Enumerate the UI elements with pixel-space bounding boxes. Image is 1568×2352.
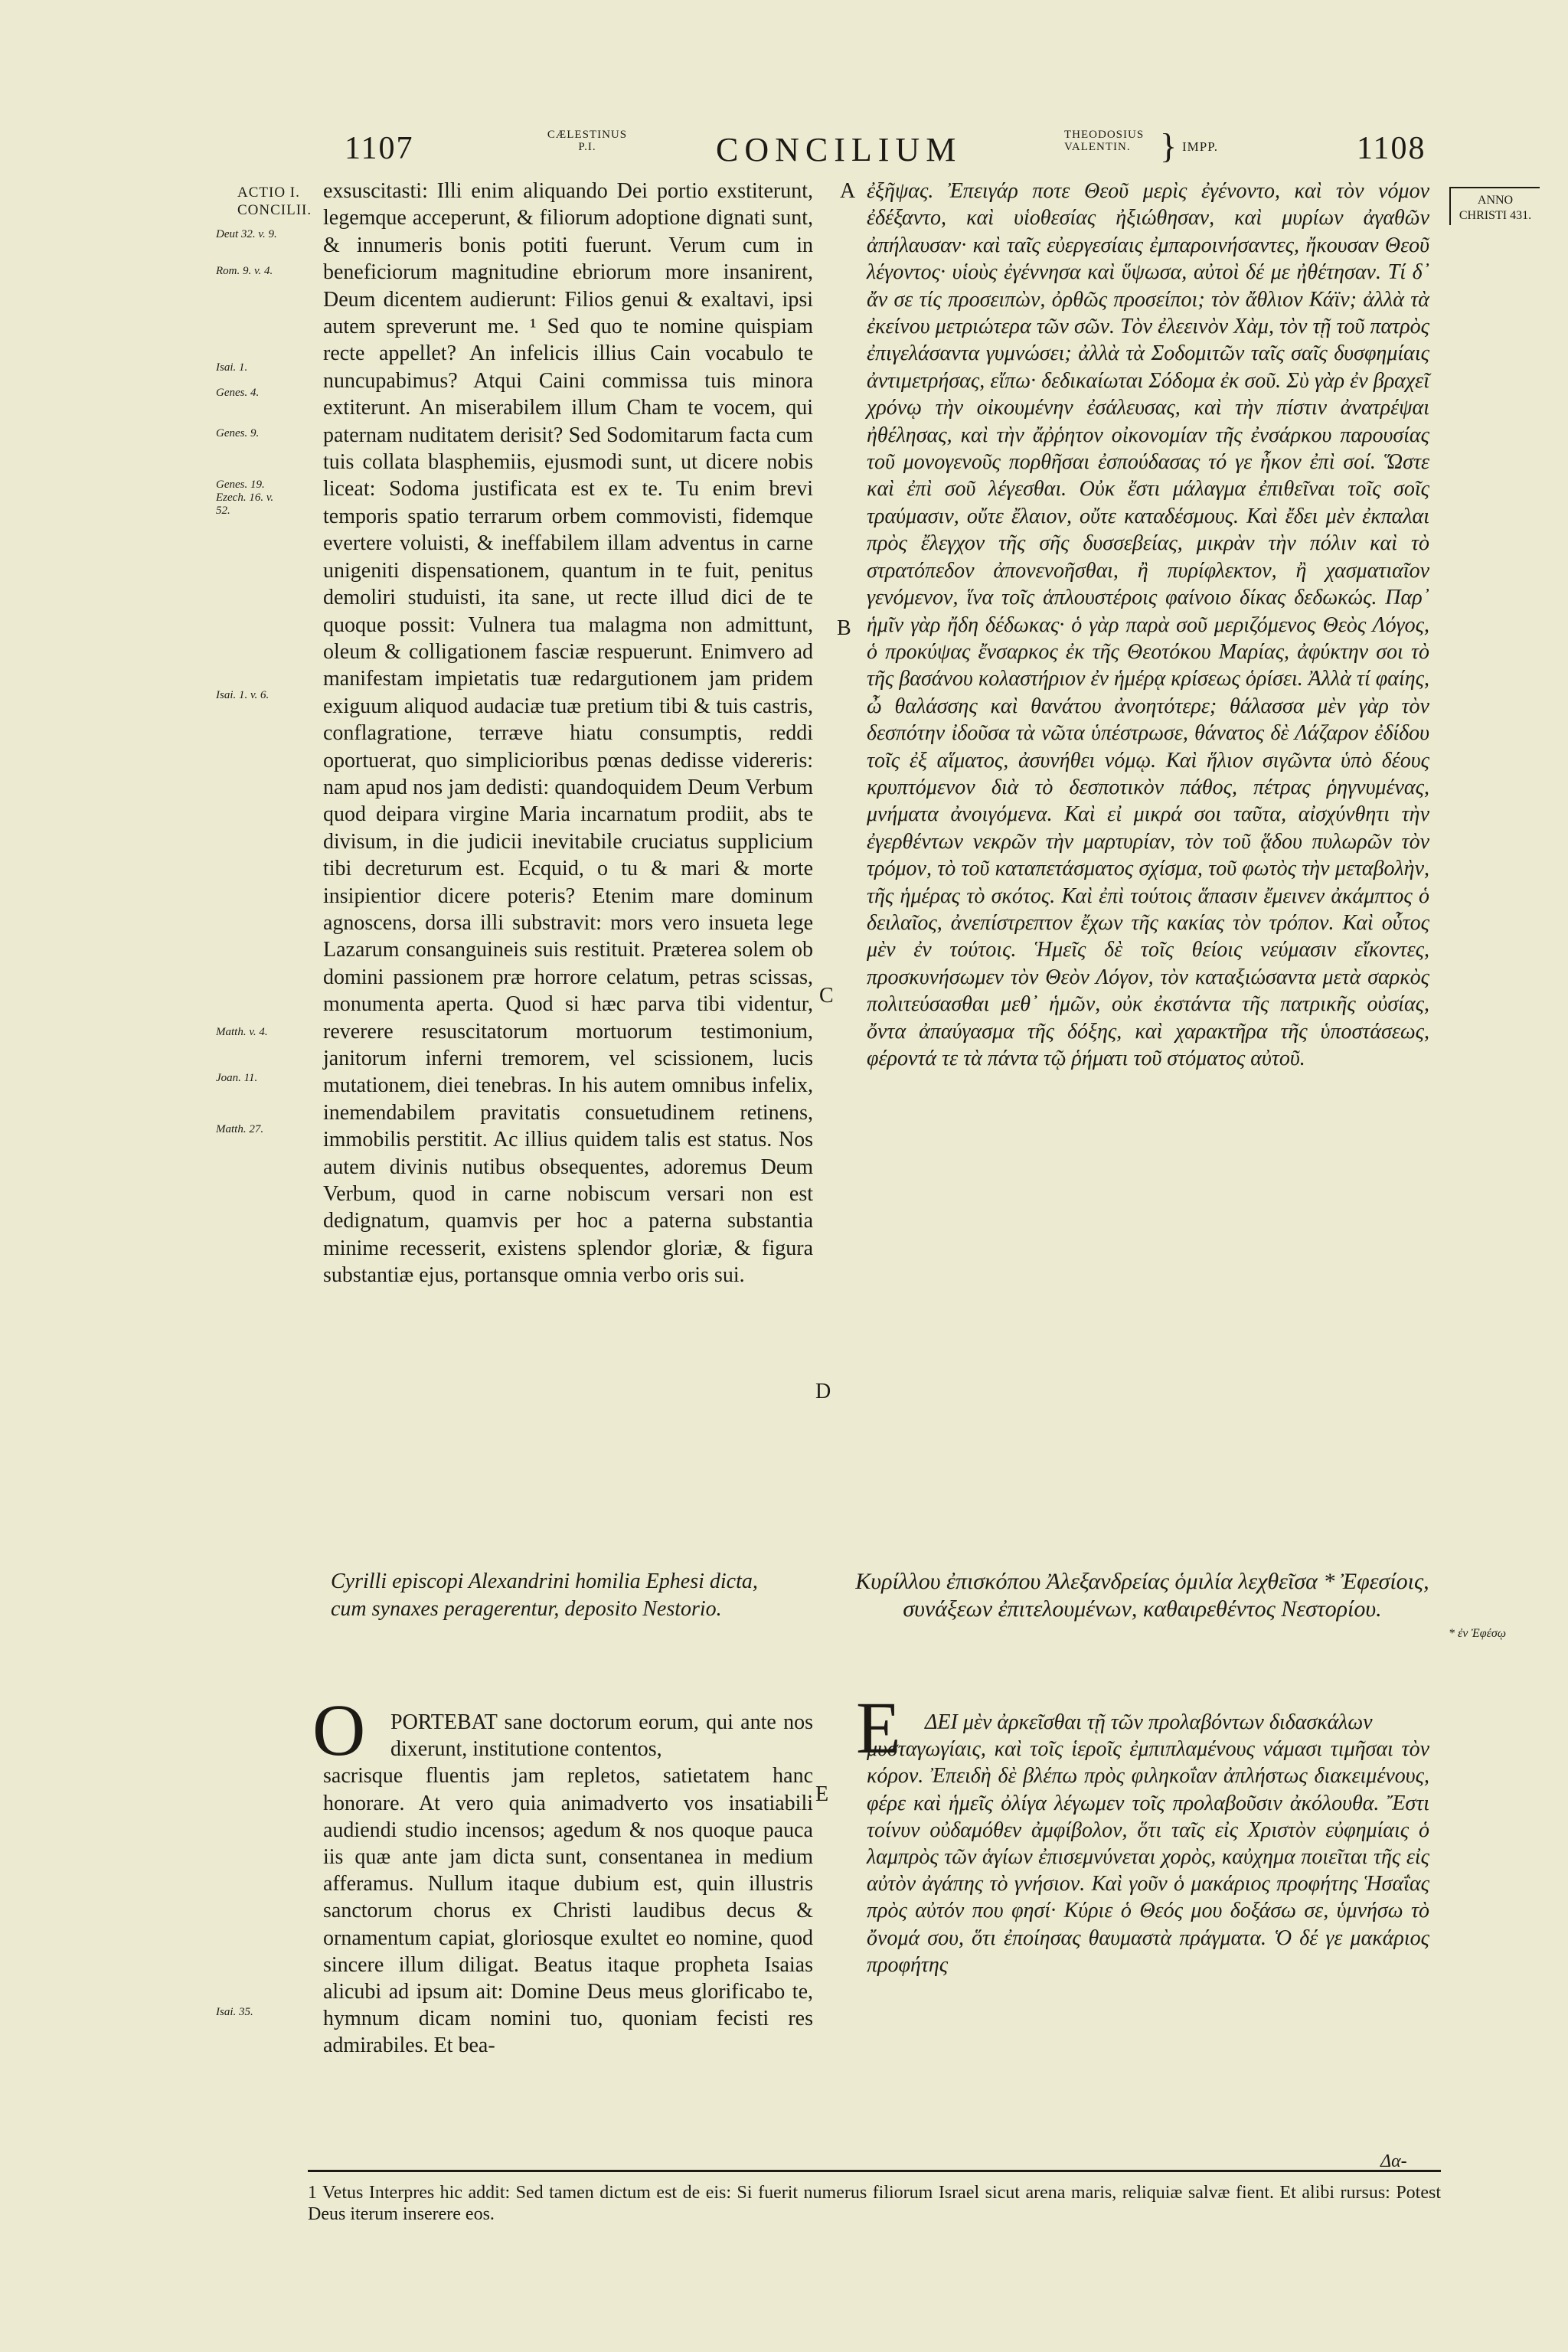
- margin-ref: Matth. 27.: [216, 1123, 264, 1135]
- page-title: CONCILIUM: [716, 131, 962, 168]
- margin-ref: Matth. v. 4.: [216, 1026, 268, 1038]
- greek-paragraph: ἐξῆψας. Ἐπειγάρ ποτε Θεοῦ μερὶς ἐγένοντο, καὶ τὸν νόμον ἐδέξαντο, καὶ υἱοθεσίας ἠξιώθησαν, καὶ μυρίων ἀγαθῶν ἀπήλαυσαν· καὶ ταῖς εὐεργεσίαις ἐμπαροινήσαντες, ἤκουσαν Θεοῦ λέγοντος· υἱοὺς ἐγέννησα καὶ ὕψωσα, αὐτοὶ δέ με ἠθέτησαν. Τί δ᾽ ἄν σε τίς προσειπὼν, ὀρθῶς προσείποι; τὸν ἄθλιον Κάϊν; ἀλλὰ τὰ ἐκείνου μετριώτερα τῶν σῶν. Τὸν ἐλεεινὸν Χὰμ, τὸν τῇ τοῦ πατρὸς ἐπιγελάσαντα γυμνώσει; ἀλλὰ τὰ Σοδομιτῶν ταῖς σαῖς δυσφημίαις ἀντιμετρήσας, εἴπω· δεδικαίωται Σόδομα ἐκ σοῦ. Σὺ γὰρ ἐν βραχεῖ χρόνῳ τὴν οἰκουμένην ἐσάλευσας, καὶ τὴν πίστιν ἀνατρέψαι ἠθέλησας, καὶ τὴν ἄῤῥητον οἰκονομίαν τῆς ἐνσάρκου παρουσίας τοῦ μονογενοῦς πορθῆσαι ἐσπούδασας τό γε ἧκον ἐπὶ σοί. Ὥστε καὶ ἐπὶ σοῦ λέγεσθαι. Οὐκ ἔστι μάλαγμα ἐπιθεῖναι τοῖς σοῖς τραύμασιν, οὔτε ἔλαιον, οὔτε καταδέσμους. Καὶ ἔδει μὲν ἐκπαλαι πρὸς ἔλεγχον τῆς σῆς δυσσεβείας, μικρὰν τὴν πόλιν καὶ τὸ στρατόπεδον ἀπονενοῆσθαι, ἢ πυρίφλεκτον, ἢ χασματιαῖον γενόμενον, ἵνα τοῖς ἁπλουστέροις φαίνοιο δίκας δεδωκώς. Παρ᾽ ἡμῖν γὰρ ἤδη δέδωκας· ὁ γὰρ παρὰ σοῦ μεριζόμενος Θεὸς Λόγος, ὁ προκύψας ἔνσαρκος ἐκ τῆς Θεοτόκου Μαρίας, ἀφύκτην σοι τὸ τῆς βασάνου κολαστήριον ἐν ἡμέρᾳ κρίσεως ὁρίσει. Ἀλλὰ τί φαίης, ὦ θαλάσσης καὶ θανάτου ἀνοητότερε; θάλασσα μὲν γὰρ τὸν δεσπότην ἰδοῦσα τὰ νῶτα ὑπέστρωσε, θάνατος δὲ Λάζαρον ἐδίδου τοῖς ἐξ αἵματος, ἀσυνήθει νόμῳ. Καὶ ἥλιον σιγῶντα ὑπὸ δέους κρυπτόμενον διὰ τὸ δεσποτικὸν πάθος, πέτρας ῥηγνυμένας, μνήματα ἀνοιγόμενα. Καὶ εἰ μικρά σοι ταῦτα, αἰσχύνθητι τὴν ἐγερθέντων νεκρῶν τὴν μαρτυρίαν, τὸν τοῦ ᾅδου πυλωρῶν τὸν τρόμον, τὸ τοῦ καταπετάσματος σχίσμα, τοῦ φωτὸς τὴν μεταβολὴν, τῆς ἡμέρας τὸ σκότος. Καὶ ἐπὶ τούτοις ἅπασιν ἔμεινεν ἀκάμπτος ὁ δειλαῖος, ἀνεπίστρεπτον ἔχων τῆς κακίας τὸν τρόπον. Καὶ οὗτος μὲν ἐν τούτοις. Ἡμεῖς δὲ τοῖς θείοις νεύμασιν εἴκοντες, προσκυνήσωμεν τὸν Θεὸν Λόγον, τὸν καταξιώσαντα μετὰ σαρκὸς πολιτεύσασθαι μεθ᾽ ἡμῶν, οὐκ ἐκστάντα τῆς πατρικῆς οὐσίας, ὄντα ἀπαύγασμα τῆς δόξης, καὶ χαρακτῆρα τῆς ὑποστάσεως, φέροντά τε τὰ πάντα τῷ ῥήματι τοῦ στόματος αὐτοῦ.: [867, 179, 1429, 1070]
- margin-ref: Genes. 19. Ezech. 16. v. 52.: [216, 479, 274, 517]
- greek-homily-body: μυσταγωγίαις, καὶ τοῖς ἱεροῖς ἐμπιπλαμένους νάμασι τιμῆσαι τὸν κόρον. Ἐπειδὴ δὲ βλέπω πρὸς φιληκοΐαν ἀπλήστως διακειμένους, φέρε καὶ ἡμεῖς ὀλίγα λέγωμεν τοῖς προλαβοῦσιν ἀκόλουθα. Ἔστι τοίνυν οὐδαμόθεν ἀμφίβολον, ὅτι ταῖς εἰς Χριστὸν εὐφημίαις ὁ λαμπρὸς τῶν ἁγίων ἐπισεμνύνεται χορὸς, καὐχημα ποιεῖται τῆς εἰς αὐτὸν ἀγάπης τὸ γνήσιον. Καὶ γοῦν ὁ μακάριος προφήτης Ἡσαΐας πρὸς αὐτόν που φησί· Κύριε ὁ Θεός μου δοξάσω σε, ὑμνήσω τὸ ὄνομά σου, ὅτι ἐποίησας θαυμαστὰ πράγματα. Ὁ δέ γε μακάριος προφήτης: [867, 1737, 1429, 1977]
- running-head-right: THEODOSIUS VALENTIN.: [1064, 129, 1145, 153]
- margin-ref: Isai. 1.: [216, 361, 248, 374]
- margin-ref: Deut 32. v. 9.: [216, 228, 277, 240]
- margin-ref: Joan. 11.: [216, 1072, 258, 1084]
- greek-homily-first-line: ΔΕΙ μὲν ἀρκεῖσθαι τῇ τῶν προλαβόντων διδασκάλων: [925, 1710, 1373, 1734]
- latin-homily-text: [323, 1709, 813, 2060]
- latin-paragraph: exsuscitasti: Illi enim aliquando Dei portio exstiterunt, legemque acceperunt, & filiorum adoptione dignati sunt, & innumeris bonis potiti fuerunt. Verum cum in beneficiorum magnitudine ebriorum more insanirent, Deum dicentem audierunt: Filios genui & exaltavi, ipsi autem spreverunt me. ¹ Sed quo te nomine quispiam recte appellet? An infelicis illius Cain vocabulo te nuncupabimus? Atqui Caini commissa tuis minora extiterunt. An miserabilem illum Cham te vocem, qui paternam nuditatem derisit? Sed Sodomitarum facta cum tuis collata blasphemiis, ejusmodi sunt, ut dicere nobis liceat: Sodoma justificata est ex te. Tu enim brevi temporis spatio terrarum orbem commovisti, fidemque evertere voluisti, & ineffabilem illam adventus in carne unigeniti dispensationem, quantum in te fuit, penitus demoliri studuisti, ita sane, ut recte illud dici de te quoque possit: Vulnera tua malagma non admittunt, oleum & colligationem fasciæ respuerunt. Enimvero ad manifestam impietatis tuæ redargutionem jam pridem exiguum aliquod audaciæ tuæ pretium tibi & tuis castris, conflagratione, terræve hiatu consumptis, reddi oportuerat, quo simplicioribus pœnas dedisse videreris: nam apud nos jam dedisti: quandoquidem Deum Verbum quod deipara virgine Maria incarnatum prodiit, abs te divisum, in die judicii inevitabile cruciatus supplicium tibi decreturum est. Ecquid, o tu & mari & morte insipientior dicere poteris? Etenim mare dominum agnoscens, dorsa illi substravit: mors vero insueta lege Lazarum consanguineis suis restituit. Præterea solem ob domini passionem præ horrore celatum, petras scissas, monumenta aperta. Quod si hæc parva tibi videntur, reverere resuscitatorum mortuorum testimonium, janitorum inferni tremorem, vel scissionem, lucis mutationem, diei tenebras. In his autem omnibus infelix, inemendabilem pravitatis consuetudinem retinens, immobilis perstitit. Ac illius quidem talis est status. Nos autem divinis nutibus obsequentes, adoremus Deum Verbum, quod in carne nobiscum versari non est dedignatum, quamvis per hoc a paterna substantia minime recesserit, existens splendor gloriæ, & figura substantiæ ejus, portansque omnia verbo oris sui.: [323, 179, 813, 1288]
- greek-homily-text: [867, 1709, 1429, 1978]
- section-letter: E: [815, 1782, 829, 1806]
- running-header: [0, 126, 1568, 176]
- margin-acta: ACTIO I. CONCILII.: [237, 185, 312, 218]
- margin-ephes-note: * ἐν Ἐφέσῳ: [1449, 1627, 1507, 1640]
- latin-homily-heading: Cyrilli episcopi Alexandrini homilia Ephesi dicta, cum synaxes peragerentur, deposito Nestorio.: [331, 1570, 758, 1621]
- latin-homily-body: sacrisque fluentis jam repletos, satietatem hanc honorare. At vero quia animadverto vos insatiabili audiendi studio incensos; agedum & nos quoque pauca iis quæ ante jam dicta sunt, consentanea in medium afferamus. Nullum itaque dubium est, quin illustris sanctorum chorus ex Christi laudibus decus & ornamentum capiat, gloriosque exultet eo nomine, quod sincere illum diligat. Beatus itaque propheta Isaias alicubi ad ipsum ait: Domine Deus meus glorificabo te, hymnum dicam nomini tuo, quoniam fecisti res admirabiles. Et bea-: [323, 1764, 813, 2058]
- brace-glyph: }: [1160, 126, 1178, 165]
- section-letter: C: [819, 984, 834, 1008]
- page-number-left: 1107: [345, 131, 414, 166]
- catchword: Δα-: [1380, 2151, 1407, 2171]
- margin-ref: Genes. 4.: [216, 387, 260, 399]
- latin-homily-first-line: PORTEBAT sane doctorum eorum, qui ante nos dixerunt, institutione contentos,: [390, 1710, 813, 1762]
- latin-dropcap: O: [312, 1689, 366, 1771]
- greek-dropcap: E: [856, 1687, 901, 1769]
- margin-ref: Isai. 1. v. 6.: [216, 689, 270, 701]
- running-head-imp: IMPP.: [1182, 139, 1219, 154]
- greek-column: [867, 178, 1429, 1072]
- section-letter: D: [815, 1380, 831, 1403]
- margin-anno-christi: ANNO CHRISTI 431.: [1449, 187, 1540, 225]
- margin-ref: Genes. 9.: [216, 427, 260, 439]
- greek-homily-heading: Κυρίλλου ἐπισκόπου Ἀλεξανδρείας ὁμιλία λεχθεῖσα * Ἐφεσίοις, συνάξεων ἐπιτελουμένων, καθαιρεθέντος Νεστορίου.: [855, 1569, 1429, 1622]
- footnote: 1 Vetus Interpres hic addit: Sed tamen dictum est de eis: Si fuerit numerus filiorum Israel sicut arena maris, reliquiæ salvæ fient. Et alibi rursus: Potest Deus iterum inserere eos.: [308, 2183, 1441, 2224]
- section-letter: A: [840, 179, 856, 203]
- margin-ref: Isai. 35.: [216, 2006, 253, 2018]
- running-head-left: CÆLESTINUS P.I.: [547, 129, 628, 153]
- page-number-right: 1108: [1357, 131, 1426, 166]
- footnote-rule: [308, 2170, 1441, 2172]
- latin-column: [323, 178, 813, 1289]
- margin-ref: Rom. 9. v. 4.: [216, 265, 273, 277]
- section-letter: B: [837, 616, 851, 640]
